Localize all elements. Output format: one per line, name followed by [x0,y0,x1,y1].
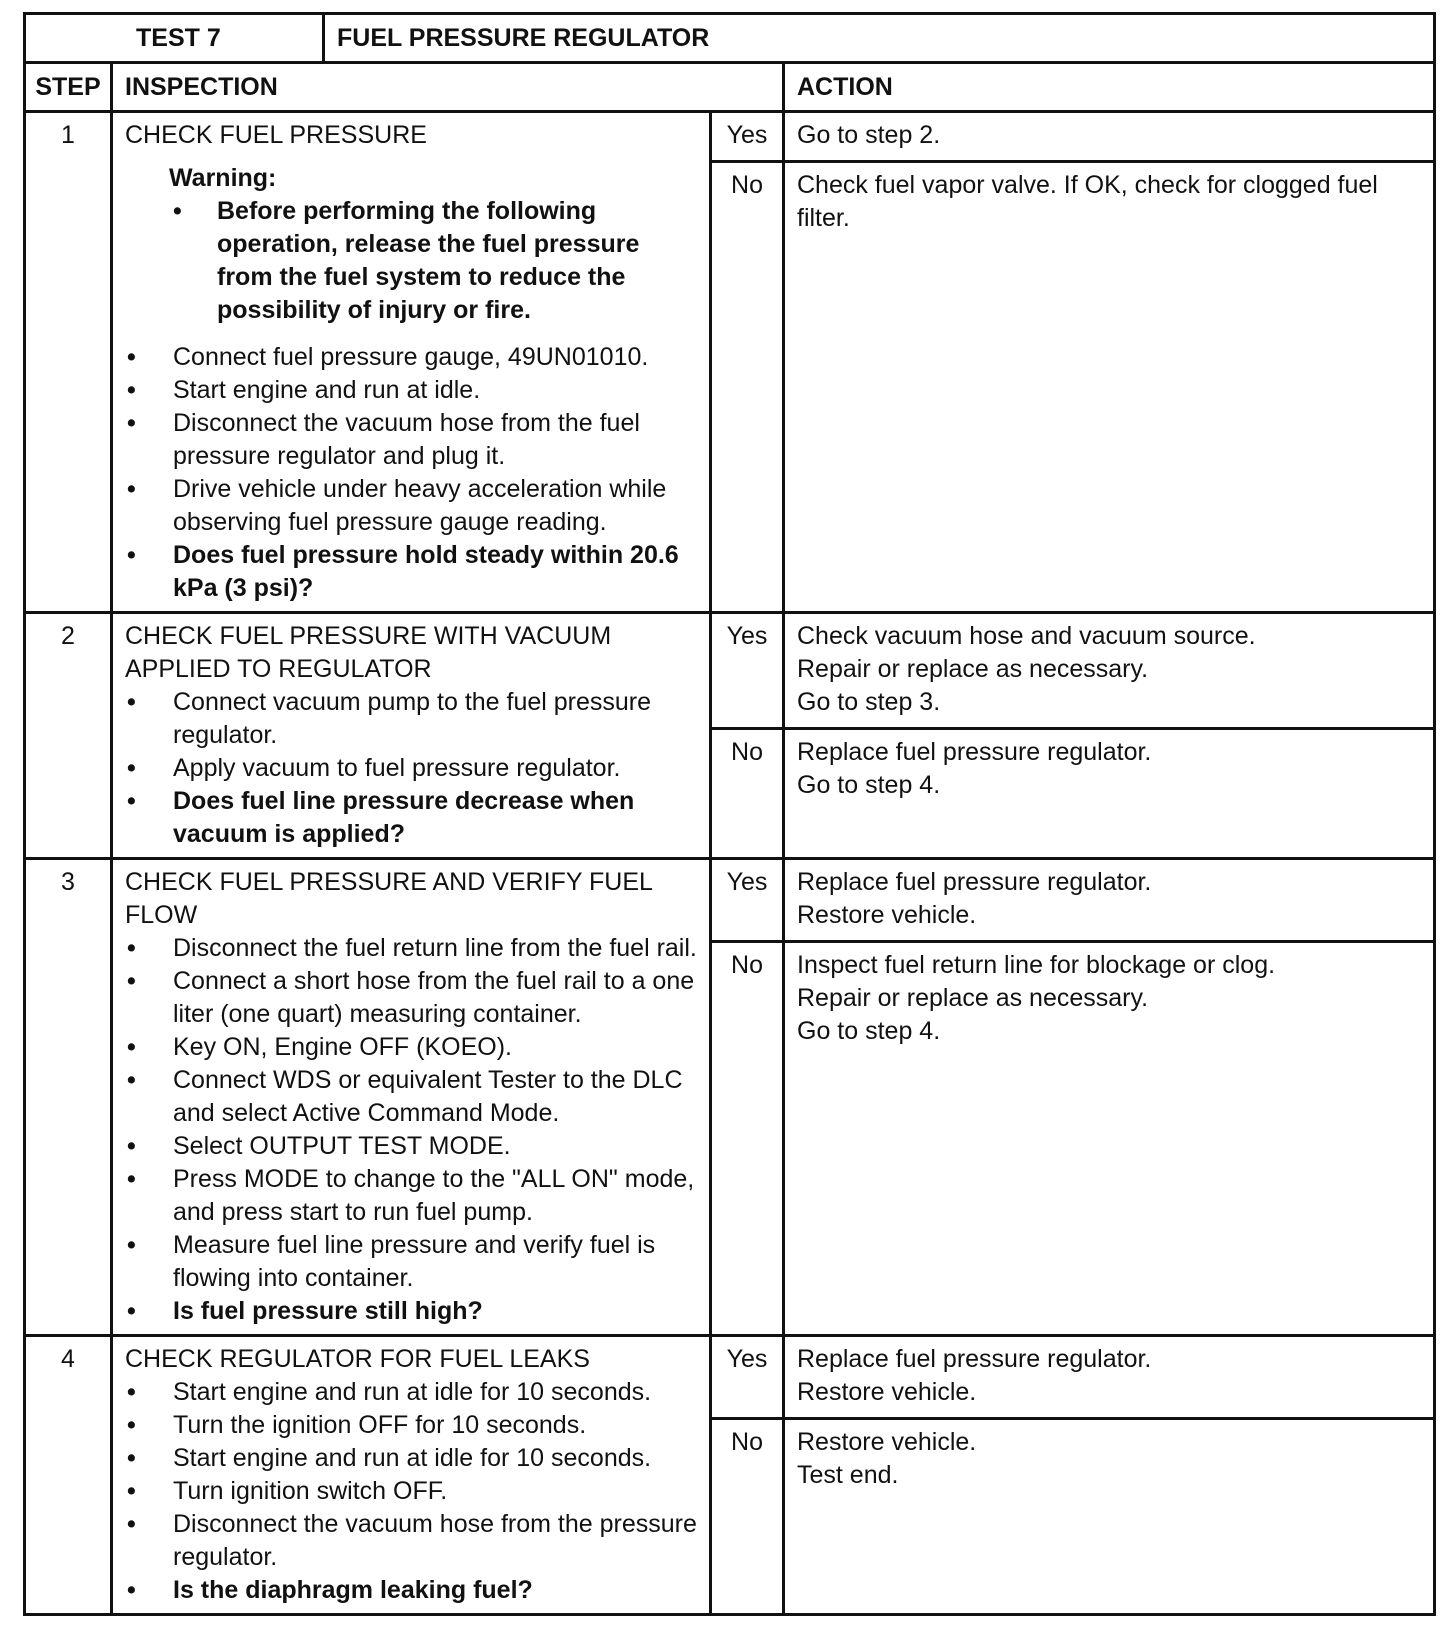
step-number: 3 [25,859,112,1336]
inspection-list [125,686,697,851]
list-item: • Turn the ignition OFF for 10 seconds. [125,1409,697,1442]
list-item: • Connect a short hose from the fuel rail to a one liter (one quart) measuring container. [127,967,695,1028]
inspection-list [125,1376,697,1607]
bullet-icon: • [127,754,136,782]
bullet-icon: • [127,409,136,437]
step-2-yes-row [25,613,1435,729]
step-3-inspection [112,859,711,1336]
inspection-list [125,932,697,1328]
bullet-icon: • [127,541,136,569]
bullet-icon: • [127,1033,136,1061]
bullet-icon: • [127,1231,136,1259]
no-label: No [711,162,784,613]
yes-label: Yes [711,1336,784,1419]
bullet-icon: • [127,787,136,815]
yes-label: Yes [711,613,784,729]
step-number: 4 [25,1336,112,1615]
list-item: • Disconnect the vacuum hose from the pressure regulator. [127,1510,697,1571]
yes-action: Go to step 2. [784,112,1435,162]
bullet-icon: • [173,197,182,225]
bullet-icon: • [127,1066,136,1094]
question-item: • Is fuel pressure still high? [125,1295,697,1328]
no-action: Check fuel vapor valve. If OK, check for clogged fuel filter. [784,162,1435,613]
no-action: Replace fuel pressure regulator. Go to step 4. [784,729,1435,859]
list-item: • Start engine and run at idle. [125,374,697,407]
list-item: • Disconnect the vacuum hose from the fuel pressure regulator and plug it. [127,409,640,470]
list-item: • Apply vacuum to fuel pressure regulator. [125,752,697,785]
no-action: Inspect fuel return line for blockage or clog. Repair or replace as necessary. Go to step 4. [784,942,1435,1336]
yes-label: Yes [711,112,784,162]
bullet-icon: • [127,1378,136,1406]
bullet-icon: • [127,1510,136,1538]
no-label: No [711,1419,784,1615]
step-title: CHECK FUEL PRESSURE [125,121,427,149]
yes-action: Check vacuum hose and vacuum source. Repair or replace as necessary. Go to step 3. [784,613,1435,729]
bullet-icon: • [127,967,136,995]
step-3-yes-row [25,859,1435,942]
step-title: CHECK REGULATOR FOR FUEL LEAKS [125,1345,590,1373]
diagnostic-table [23,12,1436,1616]
bullet-icon: • [127,1477,136,1505]
step-title: CHECK FUEL PRESSURE AND VERIFY FUEL FLOW [125,868,652,929]
title-row [25,14,1435,63]
warning-text: Before performing the following operation, release the fuel pressure from the fuel system to reduce the possibility of injury or fire. [217,197,640,324]
test-label: TEST 7 [25,14,324,63]
warning-item [169,195,697,327]
inspection-list [125,341,697,605]
step-2-inspection [112,613,711,859]
bullet-icon: • [127,1576,136,1604]
bullet-icon: • [127,1132,136,1160]
bullet-icon: • [127,343,136,371]
list-item: • Start engine and run at idle for 10 seconds. [125,1442,697,1475]
test-name: FUEL PRESSURE REGULATOR [324,14,1435,63]
list-item: • Key ON, Engine OFF (KOEO). [125,1031,697,1064]
step-1-inspection [112,112,711,613]
bullet-icon: • [127,1165,136,1193]
question-item: • Does fuel line pressure decrease when vacuum is applied? [127,787,635,848]
bullet-icon: • [127,1297,136,1325]
step-title: CHECK FUEL PRESSURE WITH VACUUM APPLIED TO REGULATOR [125,622,612,683]
step-number: 2 [25,613,112,859]
bullet-icon: • [127,1444,136,1472]
step-column-header: STEP [25,63,112,112]
yes-label: Yes [711,859,784,942]
no-label: No [711,942,784,1336]
list-item: • Connect vacuum pump to the fuel pressure regulator. [127,688,652,749]
list-item: • Connect WDS or equivalent Tester to the DLC and select Active Command Mode. [127,1066,683,1127]
list-item: • Measure fuel line pressure and verify fuel is flowing into container. [127,1231,656,1292]
question-item: • Is the diaphragm leaking fuel? [125,1574,697,1607]
list-item: • Disconnect the fuel return line from the fuel rail. [125,932,697,965]
bullet-icon: • [127,1411,136,1439]
no-action: Restore vehicle. Test end. [784,1419,1435,1615]
inspection-column-header: INSPECTION [112,63,784,112]
bullet-icon: • [127,376,136,404]
list-item: • Press MODE to change to the "ALL ON" mode, and press start to run fuel pump. [127,1165,695,1226]
bullet-icon: • [127,934,136,962]
warning-title: Warning: [169,164,277,192]
list-item: • Select OUTPUT TEST MODE. [125,1130,697,1163]
bullet-icon: • [127,688,136,716]
bullet-icon: • [127,475,136,503]
step-number: 1 [25,112,112,613]
warning-block [169,162,697,327]
step-1-yes-row [25,112,1435,162]
step-4-inspection [112,1336,711,1615]
list-item: • Start engine and run at idle for 10 seconds. [125,1376,697,1409]
question-item: • Does fuel pressure hold steady within 20.6 kPa (3 psi)? [127,541,679,602]
column-header-row [25,63,1435,112]
list-item: • Connect fuel pressure gauge, 49UN01010. [125,341,697,374]
list-item: • Drive vehicle under heavy acceleration while observing fuel pressure gauge reading. [127,475,667,536]
yes-action: Replace fuel pressure regulator. Restore vehicle. [784,859,1435,942]
action-column-header: ACTION [784,63,1435,112]
step-4-yes-row [25,1336,1435,1419]
yes-action: Replace fuel pressure regulator. Restore vehicle. [784,1336,1435,1419]
list-item: • Turn ignition switch OFF. [125,1475,697,1508]
no-label: No [711,729,784,859]
